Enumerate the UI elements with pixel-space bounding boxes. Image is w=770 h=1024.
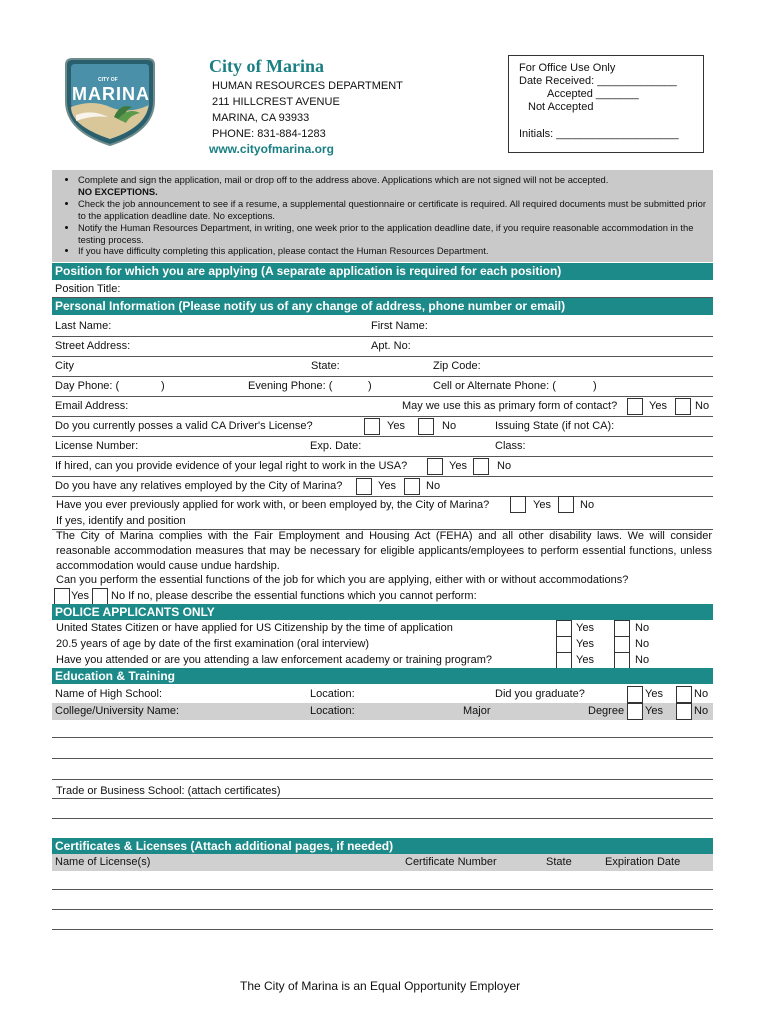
education-section-header: Education & Training <box>52 668 713 684</box>
drivers-license-yes-label: Yes <box>387 420 405 432</box>
instruction-item: • Notify the Human Resources Department, in writing, one week prior to the application deadline date, if you require reasonable accommodation in the testing process. <box>78 222 713 246</box>
certificate-line-2[interactable] <box>52 909 713 910</box>
drivers-license-no-checkbox[interactable] <box>418 418 434 435</box>
police-academy-yes-checkbox[interactable] <box>556 652 572 669</box>
position-title-label: Position Title: <box>55 283 121 295</box>
certificate-number-column: Certificate Number <box>405 856 497 868</box>
police-age-question: 20.5 years of age by date of the first examination (oral interview) <box>56 638 370 650</box>
city-logo <box>62 55 158 147</box>
legal-right-row[interactable] <box>52 457 713 477</box>
office-date-received: Date Received: _____________ <box>519 75 677 87</box>
apt-label: Apt. No: <box>371 340 411 352</box>
legal-right-yes-label: Yes <box>449 460 467 472</box>
essential-functions-question: Can you perform the essential functions of the job for which you are applying, either with or without accommodations? <box>56 574 629 586</box>
day-phone-label: Day Phone: ( <box>55 380 120 392</box>
legal-right-no-label: No <box>497 460 512 472</box>
evening-phone-close: ) <box>368 380 372 392</box>
hs-graduate-yes-label: Yes <box>645 688 663 700</box>
drivers-license-question: Do you currently posses a valid CA Driver's License? <box>55 420 313 432</box>
police-academy-no-label: No <box>635 654 650 666</box>
relatives-no-checkbox[interactable] <box>404 478 420 495</box>
instruction-item: • If you have difficulty completing this application, please contact the Human Resources Department. <box>78 245 713 257</box>
previously-applied-no-checkbox[interactable] <box>558 496 574 513</box>
high-school-label: Name of High School: <box>55 688 162 700</box>
street-label: Street Address: <box>55 340 131 352</box>
position-title-row[interactable] <box>52 280 713 298</box>
police-age-no-checkbox[interactable] <box>614 636 630 653</box>
police-academy-no-checkbox[interactable] <box>614 652 630 669</box>
class-label: Class: <box>495 440 526 452</box>
state-column: State <box>546 856 572 868</box>
email-primary-yes-label: Yes <box>649 400 667 412</box>
last-name-label: Last Name: <box>55 320 112 332</box>
license-number-row[interactable] <box>52 437 713 457</box>
relatives-row[interactable] <box>52 477 713 497</box>
email-label: Email Address: <box>55 400 129 412</box>
trade-school-label: Trade or Business School: (attach certificates) <box>56 785 281 797</box>
certificate-line-1[interactable] <box>52 889 713 890</box>
drivers-license-yes-checkbox[interactable] <box>364 418 380 435</box>
police-citizen-yes-label: Yes <box>576 622 594 634</box>
police-citizen-no-label: No <box>635 622 650 634</box>
phone-number: PHONE: 831-884-1283 <box>212 128 326 140</box>
essential-functions-no-checkbox[interactable] <box>92 588 108 605</box>
email-primary-no-label: No <box>695 400 710 412</box>
drivers-license-row[interactable] <box>52 417 713 437</box>
exp-date-label: Exp. Date: <box>310 440 362 452</box>
email-primary-question: May we use this as primary form of contact? <box>402 400 618 412</box>
college-graduate-yes-checkbox[interactable] <box>627 703 643 720</box>
certificates-header-row <box>52 854 713 871</box>
certificates-section-header: Certificates & Licenses (Attach additional pages, if needed) <box>52 838 713 854</box>
college-graduate-no-checkbox[interactable] <box>676 703 692 720</box>
drivers-license-no-label: No <box>442 420 457 432</box>
street-row[interactable] <box>52 337 713 357</box>
phone-row[interactable] <box>52 377 713 397</box>
cell-phone-close: ) <box>593 380 597 392</box>
personal-section-header: Personal Information (Please notify us of any change of address, phone number or email) <box>52 298 713 315</box>
instructions-box <box>52 170 713 262</box>
police-section-header: POLICE APPLICANTS ONLY <box>52 604 713 620</box>
state-label: State: <box>311 360 340 372</box>
day-phone-close: ) <box>161 380 165 392</box>
previously-applied-question: Have you ever previously applied for work with, or been employed by, the City of Marina? <box>56 499 490 511</box>
email-primary-yes-checkbox[interactable] <box>627 398 643 415</box>
license-number-label: License Number: <box>55 440 139 452</box>
police-academy-yes-label: Yes <box>576 654 594 666</box>
education-line-3[interactable] <box>52 779 713 780</box>
feha-statement: The City of Marina complies with the Fair Employment and Housing Act (FEHA) and all other disability laws. We will consider reasonable accommodation measures that may be necessary for eligible applicants/employees to perform essential functions, unless accommodation would cause undue hardship. <box>56 530 712 572</box>
city-row[interactable] <box>52 357 713 377</box>
office-initials: Initials: ____________________ <box>519 128 679 140</box>
instruction-item: • Complete and sign the application, mail or drop off to the address above. Applications which are not signed will not be accepted. NO EXCEPTIONS. <box>78 174 713 198</box>
license-name-column: Name of License(s) <box>55 856 151 868</box>
major-label: Major <box>463 705 491 717</box>
legal-right-no-checkbox[interactable] <box>473 458 489 475</box>
first-name-label: First Name: <box>371 320 428 332</box>
college-graduate-no-label: No <box>694 705 709 717</box>
police-age-yes-checkbox[interactable] <box>556 636 572 653</box>
city-label: City <box>55 360 74 372</box>
email-primary-no-checkbox[interactable] <box>675 398 691 415</box>
previously-applied-no-label: No <box>580 499 595 511</box>
legal-right-yes-checkbox[interactable] <box>427 458 443 475</box>
police-citizen-no-checkbox[interactable] <box>614 620 630 637</box>
hs-graduate-no-label: No <box>694 688 709 700</box>
police-citizen-question: United States Citizen or have applied for US Citizenship by the time of application <box>56 622 453 634</box>
graduate-question: Did you graduate? <box>495 688 585 700</box>
trade-school-line-2[interactable] <box>52 818 713 819</box>
website-link[interactable]: www.cityofmarina.org <box>209 142 334 156</box>
police-citizen-yes-checkbox[interactable] <box>556 620 572 637</box>
position-section-header: Position for which you are applying (A separate application is required for each position) <box>52 263 713 280</box>
college-graduate-yes-label: Yes <box>645 705 663 717</box>
previously-applied-yes-checkbox[interactable] <box>510 496 526 513</box>
police-age-no-label: No <box>635 638 650 650</box>
previously-applied-yes-label: Yes <box>533 499 551 511</box>
logo-main-text: MARINA <box>72 84 150 104</box>
trade-school-line-1[interactable] <box>52 798 713 799</box>
equal-opportunity-footer: The City of Marina is an Equal Opportunity Employer <box>240 979 521 993</box>
office-title: For Office Use Only <box>519 62 616 74</box>
degree-label: Degree <box>588 705 625 717</box>
address-line-2: MARINA, CA 93933 <box>212 112 310 124</box>
department-name: HUMAN RESOURCES DEPARTMENT <box>212 80 403 92</box>
essential-functions-no-label: No If no, please describe the essential functions which you cannot perform: <box>111 590 477 602</box>
college-label: College/University Name: <box>55 705 180 717</box>
instruction-item: • Check the job announcement to see if a resume, a supplemental questionnaire or certificate is required. All required documents must be submitted prior to the application deadline date. No exceptions. <box>78 198 713 222</box>
police-academy-question: Have you attended or are you attending a law enforcement academy or training program? <box>56 654 492 666</box>
certificate-line-3[interactable] <box>52 929 713 930</box>
college-row[interactable] <box>52 703 713 720</box>
essential-functions-yes-label: Yes <box>71 590 89 602</box>
legal-right-question: If hired, can you provide evidence of your legal right to work in the USA? <box>55 460 408 472</box>
email-row[interactable] <box>52 397 713 417</box>
hs-graduate-yes-checkbox[interactable] <box>627 686 643 703</box>
relatives-yes-label: Yes <box>378 480 396 492</box>
address-line-1: 211 HILLCREST AVENUE <box>212 96 340 108</box>
city-title: City of Marina <box>209 56 324 76</box>
office-use-box <box>508 55 704 153</box>
zip-label: Zip Code: <box>433 360 481 372</box>
name-row[interactable] <box>52 317 713 337</box>
education-line-1[interactable] <box>52 737 713 738</box>
relatives-yes-checkbox[interactable] <box>356 478 372 495</box>
issuing-state-label: Issuing State (if not CA): <box>495 420 615 432</box>
office-accepted: Accepted _______ <box>547 88 639 100</box>
identify-position-label: If yes, identify and position <box>56 515 186 527</box>
evening-phone-label: Evening Phone: ( <box>248 380 333 392</box>
relatives-no-label: No <box>426 480 441 492</box>
relatives-question: Do you have any relatives employed by the City of Marina? <box>55 480 343 492</box>
high-school-location-label: Location: <box>310 688 355 700</box>
police-age-yes-label: Yes <box>576 638 594 650</box>
college-location-label: Location: <box>310 705 355 717</box>
essential-functions-yes-checkbox[interactable] <box>54 588 70 605</box>
hs-graduate-no-checkbox[interactable] <box>676 686 692 703</box>
logo-top-text: CITY OF <box>98 77 118 83</box>
cell-phone-label: Cell or Alternate Phone: ( <box>433 380 556 392</box>
high-school-row[interactable] <box>52 686 713 704</box>
office-not-accepted: Not Accepted <box>528 101 594 113</box>
education-line-2[interactable] <box>52 758 713 759</box>
expiration-date-column: Expiration Date <box>605 856 681 868</box>
